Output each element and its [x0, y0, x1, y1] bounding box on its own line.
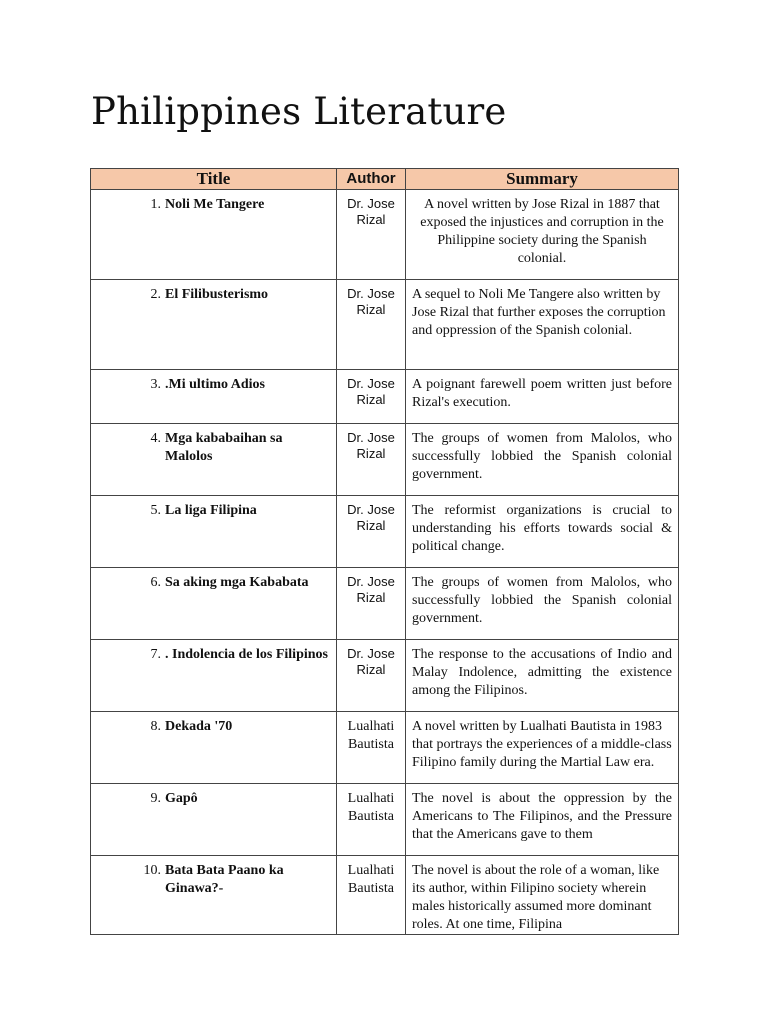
work-title: .Mi ultimo Adios: [165, 377, 265, 392]
work-title: Sa aking mga Kababata: [165, 575, 309, 590]
table-row: [91, 712, 679, 784]
table-row: [91, 856, 679, 935]
table-row: [91, 190, 679, 280]
row-number: 8.: [150, 719, 161, 734]
summary-cell: The reformist organizations is crucial to understanding his efforts towards social & political change.: [406, 496, 679, 568]
title-cell: [91, 190, 337, 280]
summary-cell: The novel is about the oppression by the Americans to The Filipinos, and the Pressure that the Americans gave to them: [406, 784, 679, 856]
row-number: 5.: [150, 503, 161, 518]
title-cell: [91, 640, 337, 712]
row-number: 2.: [150, 287, 161, 302]
title-cell: [91, 280, 337, 370]
author-cell: Dr. Jose Rizal: [337, 640, 406, 712]
title-cell: [91, 784, 337, 856]
summary-cell: A poignant farewell poem written just before Rizal's execution.: [406, 370, 679, 424]
author-cell: Dr. Jose Rizal: [337, 424, 406, 496]
work-title: La liga Filipina: [165, 503, 257, 518]
table-row: [91, 640, 679, 712]
work-title: Mga kababaihan sa Malolos: [165, 431, 283, 464]
work-title: Dekada '70: [165, 719, 233, 734]
summary-cell: The response to the accusations of Indio and Malay Indolence, admitting the existence among the Filipinos.: [406, 640, 679, 712]
work-title: Gapô: [165, 791, 198, 806]
row-number: 10.: [143, 863, 161, 878]
table-row: [91, 784, 679, 856]
title-column-header: Title: [91, 169, 337, 190]
work-title: Noli Me Tangere: [165, 197, 265, 212]
summary-cell: The groups of women from Malolos, who successfully lobbied the Spanish colonial government.: [406, 568, 679, 640]
row-number: 7.: [150, 647, 161, 662]
summary-cell: A novel written by Lualhati Bautista in 1983 that portrays the experiences of a middle-class Filipino family during the Martial Law era.: [406, 712, 679, 784]
table-row: [91, 280, 679, 370]
row-number: 4.: [150, 431, 161, 446]
table-header-row: [91, 169, 679, 190]
title-cell: [91, 856, 337, 935]
title-cell: [91, 712, 337, 784]
title-cell: [91, 370, 337, 424]
summary-cell: A sequel to Noli Me Tangere also written by Jose Rizal that further exposes the corruption and oppression of the Spanish colonial.: [406, 280, 679, 370]
summary-cell: A novel written by Jose Rizal in 1887 that exposed the injustices and corruption in the Philippine society during the Spanish colonial.: [406, 190, 679, 280]
author-cell: Lualhati Bautista: [337, 712, 406, 784]
author-cell: Dr. Jose Rizal: [337, 496, 406, 568]
row-number: 6.: [150, 575, 161, 590]
summary-column-header: Summary: [406, 169, 679, 190]
table-row: [91, 370, 679, 424]
row-number: 3.: [150, 377, 161, 392]
work-title: . Indolencia de los Filipinos: [165, 647, 328, 662]
summary-cell: The groups of women from Malolos, who successfully lobbied the Spanish colonial government.: [406, 424, 679, 496]
title-cell: [91, 496, 337, 568]
author-cell: Lualhati Bautista: [337, 784, 406, 856]
author-cell: Lualhati Bautista: [337, 856, 406, 935]
summary-cell: The novel is about the role of a woman, like its author, within Filipino society wherein males historically assumed more dominant roles. At one time, Filipina: [406, 856, 679, 935]
page-title: Philippines Literature: [91, 90, 507, 133]
row-number: 9.: [150, 791, 161, 806]
table-row: [91, 496, 679, 568]
title-cell: [91, 424, 337, 496]
title-cell: [91, 568, 337, 640]
author-cell: Dr. Jose Rizal: [337, 190, 406, 280]
work-title: Bata Bata Paano ka Ginawa?-: [165, 863, 284, 896]
row-number: 1.: [150, 197, 161, 212]
author-column-header: Author: [337, 169, 406, 190]
table-row: [91, 568, 679, 640]
work-title: El Filibusterismo: [165, 287, 269, 302]
author-cell: Dr. Jose Rizal: [337, 568, 406, 640]
author-cell: Dr. Jose Rizal: [337, 370, 406, 424]
table-row: [91, 424, 679, 496]
author-cell: Dr. Jose Rizal: [337, 280, 406, 370]
literature-table: [90, 168, 679, 935]
